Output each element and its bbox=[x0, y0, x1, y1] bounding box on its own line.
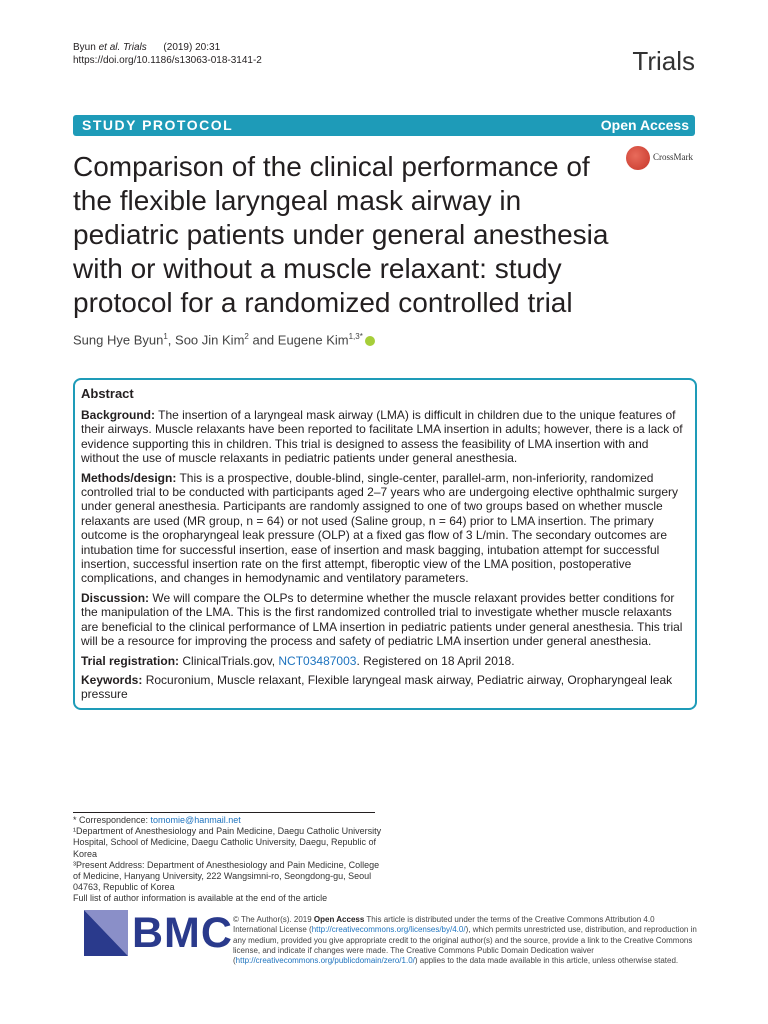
correspondence-label: * Correspondence: bbox=[73, 815, 151, 825]
section-text: The insertion of a laryngeal mask airway (LMA) is difficult in children due to the unique features of their airways. Muscle relaxants have been reported to facilitate LMA insertion in adults; however, there is a lack of evidence supporting this in children. This trial is designed to assess the feasibility of LMA insertion with and without the use of muscle relaxants in pediatric patients under general anesthesia. bbox=[81, 408, 683, 466]
abstract-registration bbox=[81, 654, 689, 668]
license-url-link[interactable]: http://creativecommons.org/licenses/by/4.0/ bbox=[311, 925, 466, 935]
correspondence bbox=[73, 815, 383, 826]
section-label: Keywords: bbox=[81, 672, 143, 687]
affiliation-3: ³Present Address: Department of Anesthesiology and Pain Medicine, College of Medicine, Hanyang University, 222 Wangsimni-ro, Seongdong-gu, Seoul 04763, Republic of Korea bbox=[73, 859, 380, 893]
article-type-label: STUDY PROTOCOL bbox=[82, 117, 234, 133]
license-text: This article is distributed under the terms of the Creative Commons Attribution 4.0 International License ( bbox=[233, 915, 655, 935]
license-statement bbox=[233, 915, 698, 966]
section-text: . Registered on 18 April 2018. bbox=[356, 653, 515, 668]
author-name: Sung Hye Byun bbox=[73, 332, 164, 348]
full-author-info-note: Full list of author information is available at the end of the article bbox=[73, 893, 328, 904]
correspondence-email-link[interactable]: tomomie@hanmail.net bbox=[150, 815, 241, 825]
article-title: Comparison of the clinical performance of the flexible laryngeal mask airway in pediatric patients under general anesthesia with or without a muscle relaxant: study protocol for a randomized controlled trial bbox=[73, 151, 609, 318]
author-affiliation: 1 bbox=[163, 332, 168, 341]
abstract-heading: Abstract bbox=[81, 386, 134, 401]
crossmark-icon bbox=[626, 146, 650, 170]
bmc-logo bbox=[84, 909, 233, 957]
section-text: We will compare the OLPs to determine whether the muscle relaxant provides better conditions for the manipulation of the LMA. This is the first randomized controlled trial to investigate whether muscle relaxants are beneficial to the clinical performance of LMA insertion in pediatric patients under general anesthesia. This trial will be a resource for improving the process and safety of pediatric LMA insertion under general anesthesia. bbox=[81, 590, 683, 649]
section-label: Trial registration: bbox=[81, 653, 180, 668]
citation-year: (2019) 20:31 bbox=[163, 42, 221, 53]
section-label: Background: bbox=[81, 408, 156, 422]
open-access-label: Open Access bbox=[600, 117, 689, 133]
trial-registration-link[interactable]: NCT03487003 bbox=[278, 653, 357, 668]
doi-link[interactable]: https://doi.org/10.1186/s13063-018-3141-2 bbox=[73, 55, 262, 66]
public-domain-url-link[interactable]: http://creativecommons.org/publicdomain/zero/1.0/ bbox=[235, 956, 415, 966]
journal-name: Trials bbox=[632, 46, 695, 76]
citation-journal: Trials bbox=[123, 42, 147, 53]
affiliation-1: ¹Department of Anesthesiology and Pain Medicine, Daegu Catholic University Hospital, School of Medicine, Daegu Catholic University, Daegu, Republic of Korea bbox=[73, 826, 382, 859]
orcid-icon[interactable] bbox=[365, 336, 375, 346]
section-label: Methods/design: bbox=[81, 470, 177, 485]
article-type-banner bbox=[73, 115, 695, 136]
crossmark-badge[interactable] bbox=[626, 146, 696, 170]
section-text: ClinicalTrials.gov, bbox=[179, 653, 279, 668]
license-text: ) applies to the data made available in this article, unless otherwise stated. bbox=[414, 956, 679, 966]
author-separator: , bbox=[167, 332, 176, 348]
author-affiliation: 1,3* bbox=[348, 332, 363, 341]
bmc-logo-icon bbox=[84, 910, 128, 956]
section-label: Discussion: bbox=[81, 590, 150, 605]
open-access-text: Open Access bbox=[313, 915, 365, 924]
section-text: Rocuronium, Muscle relaxant, Flexible laryngeal mask airway, Pediatric airway, Oropharyngeal leak pressure bbox=[81, 672, 673, 702]
author-separator: and bbox=[248, 332, 278, 348]
author-name: Eugene Kim bbox=[277, 332, 349, 348]
crossmark-label: CrossMark bbox=[653, 152, 693, 162]
abstract-methods bbox=[81, 471, 689, 586]
abstract-background bbox=[81, 408, 689, 466]
citation-etal: et al. bbox=[98, 42, 121, 53]
footnotes bbox=[73, 815, 383, 905]
abstract-box bbox=[73, 378, 697, 710]
license-text: ), which permits unrestricted use, distribution, and reproduction in any medium, provided you give appropriate credit to the original author(s) and the source, provide a link to the Creative Commons license, and indicate if changes were made. The Creative Commons Public Domain Dedication waiver ( bbox=[233, 925, 697, 966]
section-text: This is a prospective, double-blind, single-center, parallel-arm, non-inferiority, randomized controlled trial to be conducted with participants aged 2–7 years who are undergoing elective ophthalmic surgery under general anesthesia. Participants are randomly assigned to one of two groups based on whether muscle relaxants are used (MR group, n = 64) or not used (Saline group, n = 64) prior to LMA insertion. The primary outcome is the oropharyngeal leak pressure (OLP) at a fixed gas flow of 3 L/min. The secondary outcomes are intubation time for successful insertion, ease of insertion and mask bagging, intubation attempt for successful insertion, successful insertion rate on the first attempt, fiberoptic view of the LMA position, postoperative complications, and changes in hemodynamic and ventilatory parameters. bbox=[81, 470, 679, 586]
abstract-discussion bbox=[81, 591, 689, 649]
citation-block bbox=[73, 41, 262, 67]
copyright-text: © The Author(s). 2019 bbox=[233, 915, 314, 924]
bmc-logo-text: BMC bbox=[132, 909, 233, 957]
citation-authors: Byun bbox=[73, 42, 96, 53]
author-name: Soo Jin Kim bbox=[175, 332, 245, 348]
author-affiliation: 2 bbox=[244, 332, 249, 341]
author-list bbox=[73, 332, 375, 347]
footnote-divider bbox=[73, 812, 375, 813]
abstract-keywords bbox=[81, 673, 689, 702]
